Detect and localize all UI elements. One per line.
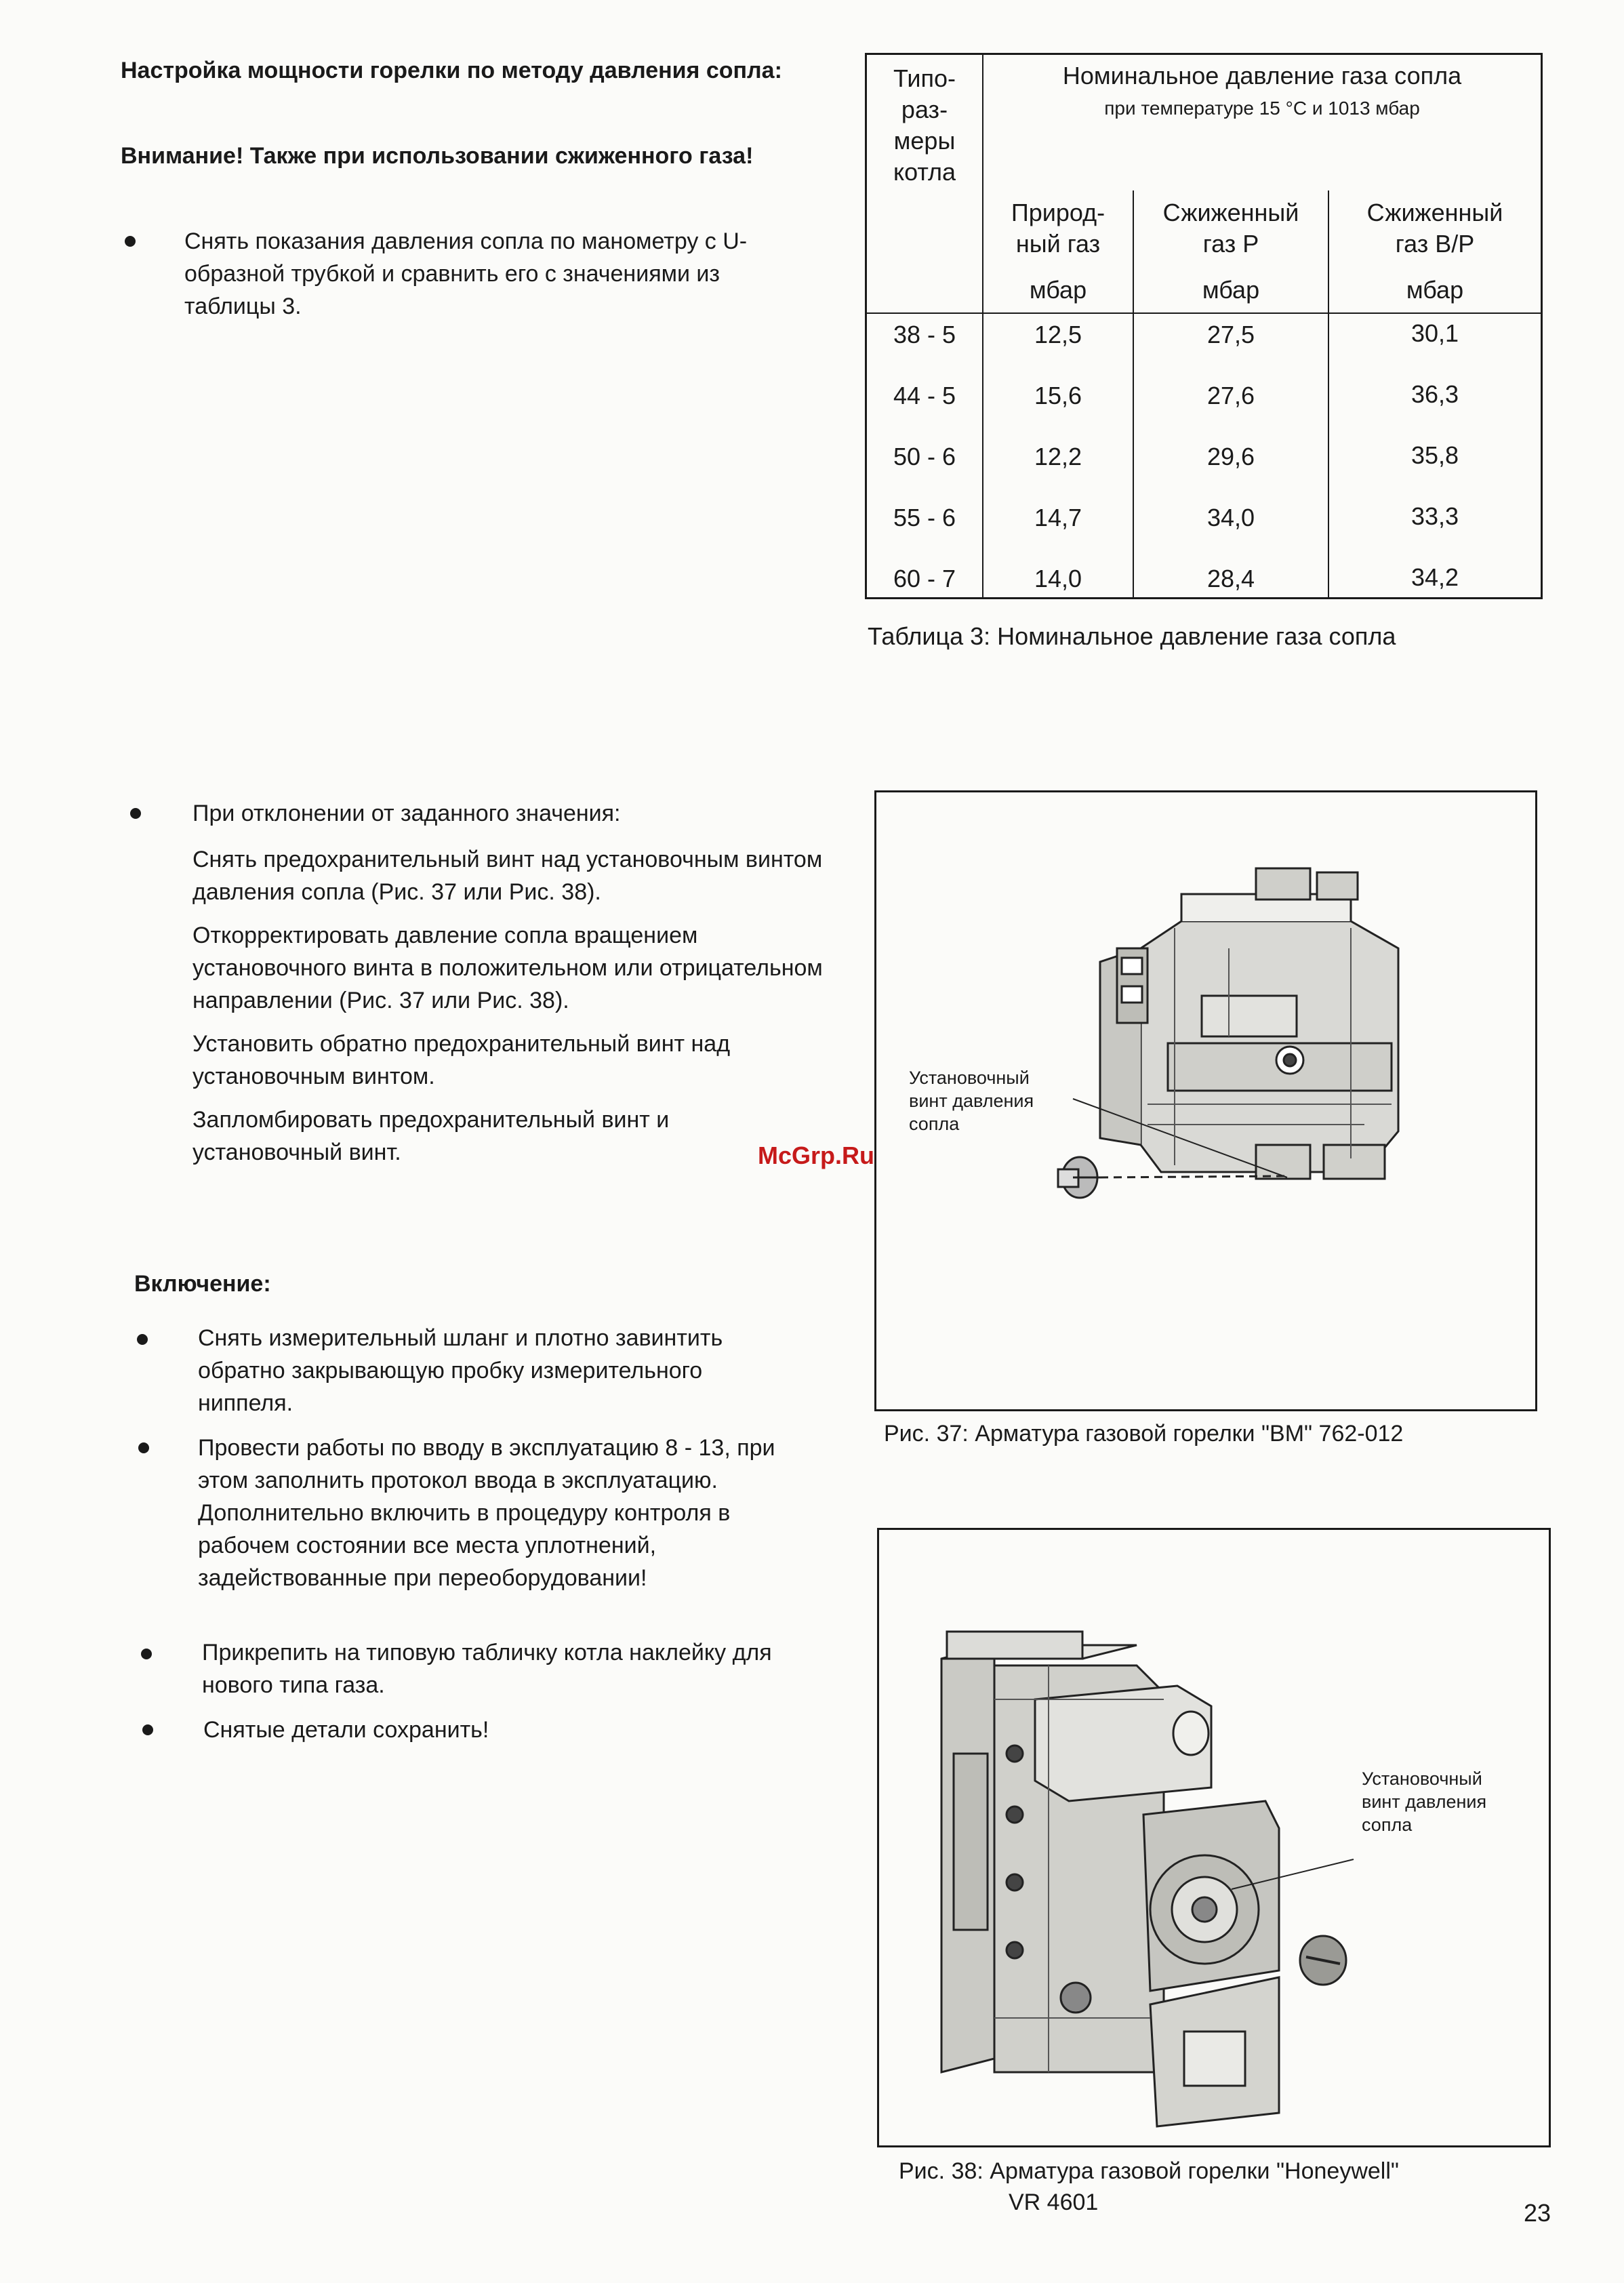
step-remove-cap: Снять предохранительный винт над установочным винтом давления сопла (Рис. 37 или Рис. 38). — [192, 847, 823, 905]
figure-38-caption-model: VR 4601 — [1009, 2189, 1099, 2215]
watermark: McGrp.Ru — [758, 1142, 875, 1169]
instruction-commissioning: Провести работы по вводу в эксплуатацию 8 - 13, при этом заполнить протокол ввода в эксплуатацию. Дополнительно включить в процедуру контроля в рабочем состоянии все места уплотнений, задействованные при переоборудовании! — [198, 1435, 775, 1591]
figure-37-caption: Рис. 37: Арматура газовой горелки "ВМ" 762-012 — [884, 1421, 1404, 1447]
bullet-marker — [138, 1442, 149, 1453]
section-heading-startup: Включение: — [134, 1271, 271, 1297]
instruction-deviation: При отклонении от заданного значения: — [192, 801, 621, 826]
table-caption: Таблица 3: Номинальное давление газа сопла — [868, 622, 1396, 650]
section-heading: Настройка мощности горелки по методу давления сопла: — [121, 58, 782, 83]
warning-note: Внимание! Также при использовании сжиженного газа! — [121, 143, 754, 169]
bullet-marker — [142, 1724, 153, 1735]
page-number: 23 — [1524, 2199, 1551, 2227]
nozzle-pressure-table: Типо- раз- меры котла Номинальное давление газа сопла при температуре 15 °С и 1013 мбар Природ- ный газ мбар Сжиженный газ Р мбар Сжиженный газ В/Р мбар 38 - 5 12,5 27,5 30,1 44 - 5 15,6 27,6 36,3 50 - 6 12,2 29,6 35,8 55 - 6 14,7 34,0 33,3 60 - 7 14,0 28,4 34,2 — [865, 53, 1543, 599]
bullet-marker — [130, 808, 141, 819]
header-boiler-size: Типо- раз- меры котла — [893, 64, 956, 186]
step-adjust-pressure: Откорректировать давление сопла вращением установочного винта в положительном или отрицательном направлении (Рис. 37 или Рис. 38). — [192, 923, 823, 1013]
step-seal-screws: Запломбировать предохранительный винт и установочный винт. — [192, 1107, 670, 1165]
figure-37-frame — [874, 790, 1537, 1411]
deviation-steps — [192, 843, 823, 1179]
gas-valve-honeywell-illustration — [879, 1530, 1549, 2145]
step-refit-cap: Установить обратно предохранительный винт над установочным винтом. — [192, 1031, 731, 1089]
header-natural-gas: Природ- ный газ мбар — [1011, 199, 1105, 304]
fig37-callout-adjust-screw: Установочный винт давления сопла — [909, 1068, 1034, 1134]
header-conditions: при температуре 15 °С и 1013 мбар — [1104, 98, 1420, 119]
figure-38-frame — [877, 1528, 1551, 2147]
instruction-remove-hose: Снять измерительный шланг и плотно завинтить обратно закрывающую пробку измерительного ниппеля. — [198, 1325, 723, 1416]
instruction-read-pressure: Снять показания давления сопла по манометру с U-образной трубкой и сравнить его с значениями из таблицы 3. — [184, 228, 748, 319]
bullet-marker — [125, 236, 136, 247]
fig38-callout-adjust-screw: Установочный винт давления сопла — [1362, 1769, 1487, 1835]
header-lpg-bp: Сжиженный газ В/Р мбар — [1366, 199, 1503, 304]
instruction-label: Прикрепить на типовую табличку котла наклейку для нового типа газа. — [202, 1640, 772, 1698]
figure-38-caption: Рис. 38: Арматура газовой горелки "Honeywell" — [899, 2158, 1399, 2184]
header-lpg-p: Сжиженный газ Р мбар — [1162, 199, 1299, 304]
instruction-keep-parts: Снятые детали сохранить! — [203, 1717, 489, 1743]
bullet-marker — [137, 1334, 148, 1345]
header-nominal-pressure: Номинальное давление газа сопла — [1062, 62, 1462, 89]
bullet-marker — [141, 1649, 152, 1659]
